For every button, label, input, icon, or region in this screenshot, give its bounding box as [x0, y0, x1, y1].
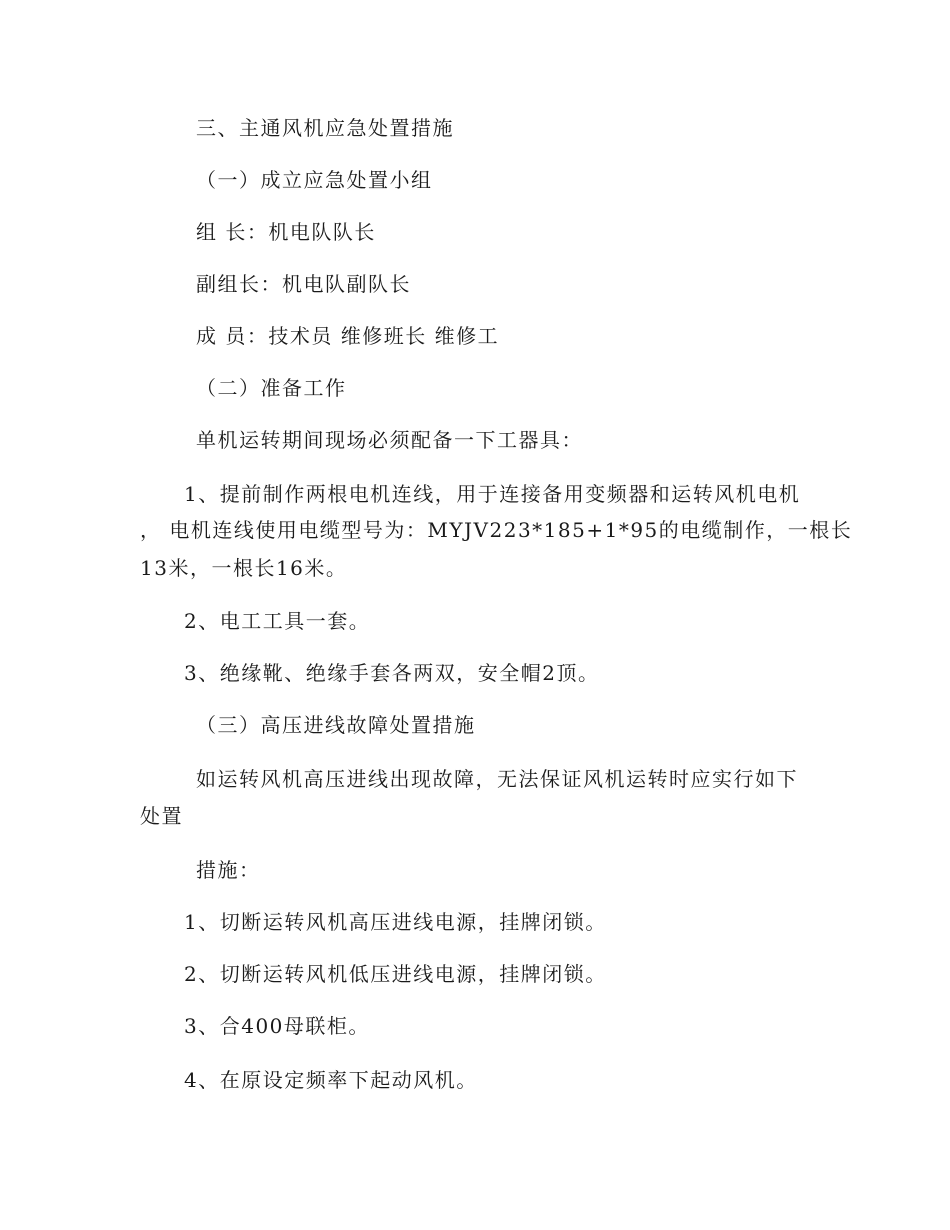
list-item: 1、切断运转风机高压进线电源，挂牌闭锁。: [184, 910, 607, 934]
paragraph-line: 如运转风机高压进线出现故障，无法保证风机运转时应实行如下: [196, 767, 798, 791]
list-item: 3、合400母联柜。: [184, 1014, 370, 1038]
subsection-title: （二）准备工作: [196, 376, 347, 400]
team-leader-line: 组 长：机电队队长: [196, 220, 376, 244]
subsection-title: （一）成立应急处置小组: [196, 168, 433, 192]
team-members-line: 成 员：技术员 维修班长 维修工: [196, 324, 500, 348]
paragraph-line: 处置: [140, 804, 183, 828]
list-item: 2、切断运转风机低压进线电源，挂牌闭锁。: [184, 962, 607, 986]
list-item: 2、电工工具一套。: [184, 609, 371, 633]
section-heading: 三、主通风机应急处置措施: [196, 116, 454, 140]
list-item-line: 1、提前制作两根电机连线，用于连接备用变频器和运转风机电机: [184, 482, 801, 506]
list-item-line: 13米，一根长16米。: [140, 556, 348, 580]
list-item: 3、绝缘靴、绝缘手套各两双，安全帽2顶。: [184, 661, 600, 685]
paragraph-line: 措施：: [196, 858, 261, 882]
list-item: 4、在原设定频率下起动风机。: [184, 1068, 478, 1092]
paragraph: 单机运转期间现场必须配备一下工器具：: [196, 428, 583, 452]
team-deputy-line: 副组长：机电队副队长: [196, 272, 411, 296]
subsection-title: （三）高压进线故障处置措施: [196, 713, 476, 737]
list-item-line: ， 电机连线使用电缆型号为：MYJV223*185+1*95的电缆制作，一根长: [140, 518, 853, 542]
